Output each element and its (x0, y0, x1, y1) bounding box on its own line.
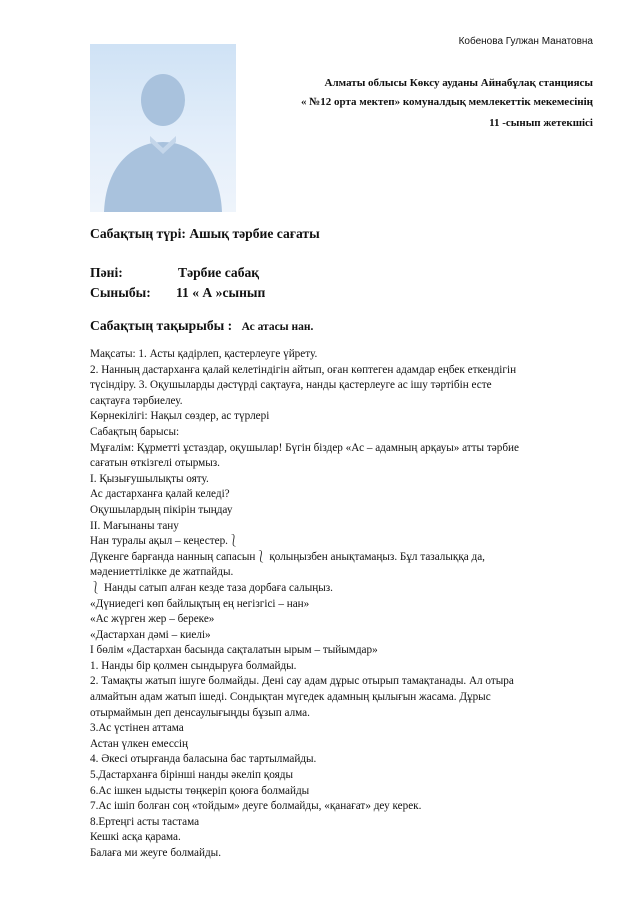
topic-row (90, 318, 313, 334)
school-line-2: « №12 орта мектеп» комуналдық мемлекеттік мекемесінің (300, 96, 593, 108)
body-line: «Дүниедегі көп байлықтың ең негізгісі – нан» (90, 597, 310, 610)
body-line: 2. Нанның дастарханға қалай келетіндігін айтып, оған көптеген адамдар еңбек еткендігін (90, 363, 517, 376)
body-line: Оқушылардың пікірін тыңдау (90, 503, 233, 516)
subject-value: Тәрбие сабақ (178, 265, 260, 280)
person-silhouette-icon (90, 44, 236, 212)
body-line: Астан үлкен емессің (90, 737, 188, 750)
body-line: ІІ. Мағынаны тану (90, 519, 179, 532)
body-line: сағатын өткізгелі отырмыз. (90, 457, 220, 470)
body-line: түсіндіру. 3. Оқушыларды дәстүрді сақтауға, нанды қастерлеуге ас ішу тәртібін есте (90, 379, 492, 392)
body-line: Балаға ми жеуге болмайды. (90, 847, 221, 859)
author-name: Кобенова Гулжан Манатовна (458, 36, 593, 47)
class-row (90, 285, 266, 301)
body-line: мәдениеттілікке де жатпайды. (90, 566, 234, 579)
body-line: Сабақтың барысы: (90, 425, 180, 438)
school-line-1: Алматы облысы Көксу ауданы Айнабұлақ станциясы (324, 77, 593, 89)
topic-label: Сабақтың тақырыбы : (90, 318, 233, 333)
body-line: 1. Нанды бір қолмен сындыруға болмайды. (90, 659, 297, 672)
body-line: Мақсаты: 1. Асты қадірлеп, қастерлеуге үйрету. (90, 348, 318, 360)
body-line: «Ас жүрген жер – береке» (90, 613, 215, 626)
body-line: Нан туралы ақыл – кеңестер.⎱ (90, 535, 240, 548)
body-line: ⎱ Нанды сатып алған кезде таза дорбаға салыңыз. (90, 581, 333, 594)
body-line: І бөлім «Дастархан басында сақталатын ырым – тыйымдар» (90, 644, 378, 657)
class-value: 11 « А »сынып (176, 285, 266, 300)
body-line: 2. Тамақты жатып ішуге болмайды. Дені сау адам дұрыс отырып тамақтанады. Ал отыра (90, 675, 514, 688)
lesson-type-label: Сабақтың түрі: (90, 226, 186, 241)
body-line: Көрнекілігі: Нақыл сөздер, ас түрлері (90, 410, 270, 423)
teacher-role: 11 -сынып жетекшісі (489, 117, 593, 129)
lesson-body (90, 347, 600, 862)
lesson-type-value: Ашық тәрбие сағаты (189, 226, 320, 241)
subject-label: Пәні: (90, 265, 123, 280)
subject-row (90, 265, 260, 281)
class-label: Сыныбы: (90, 285, 151, 300)
body-line: Ас дастарханға қалай келеді? (90, 488, 230, 501)
body-line: Дүкенге барғанда нанның сапасын⎱ қолыңызбен анықтамаңыз. Бұл тазалыққа да, (90, 550, 485, 563)
body-line: 8.Ертеңгі асты тастама (90, 815, 200, 828)
body-line: 3.Ас үстінен аттама (90, 722, 184, 735)
body-line: Кешкі асқа қарама. (90, 831, 181, 844)
topic-value: Ас атасы нан. (241, 321, 314, 333)
body-line: 7.Ас ішіп болған соң «тойдым» деуге болмайды, «қанағат» деу керек. (90, 800, 422, 813)
body-line: І. Қызығушылықты ояту. (90, 472, 209, 485)
body-line: 4. Әкесі отырғанда баласына бас тартылмайды. (90, 753, 317, 766)
body-line: Мұғалім: Құрметті ұстаздар, оқушылар! Бүгін біздер «Ас – адамның арқауы» атты тәрбие (90, 441, 519, 454)
body-line: «Дастархан дәмі – киелі» (90, 628, 211, 641)
body-line: сақтауға тәрбиелеу. (90, 394, 183, 407)
body-line: 6.Ас ішкен ыдысты төңкеріп қоюға болмайды (90, 784, 310, 797)
body-line: алмайтын адам жатып ішеді. Сондықтан мүгедек адамның қылығын жасама. Дұрыс (90, 691, 491, 704)
body-line: 5.Дастарханға бірінші нанды әкеліп қояды (90, 769, 293, 782)
body-line: отырмаймын деп денсаулығыңды бұзып алма. (90, 706, 310, 719)
profile-photo (90, 44, 236, 212)
lesson-type-row (90, 226, 320, 242)
